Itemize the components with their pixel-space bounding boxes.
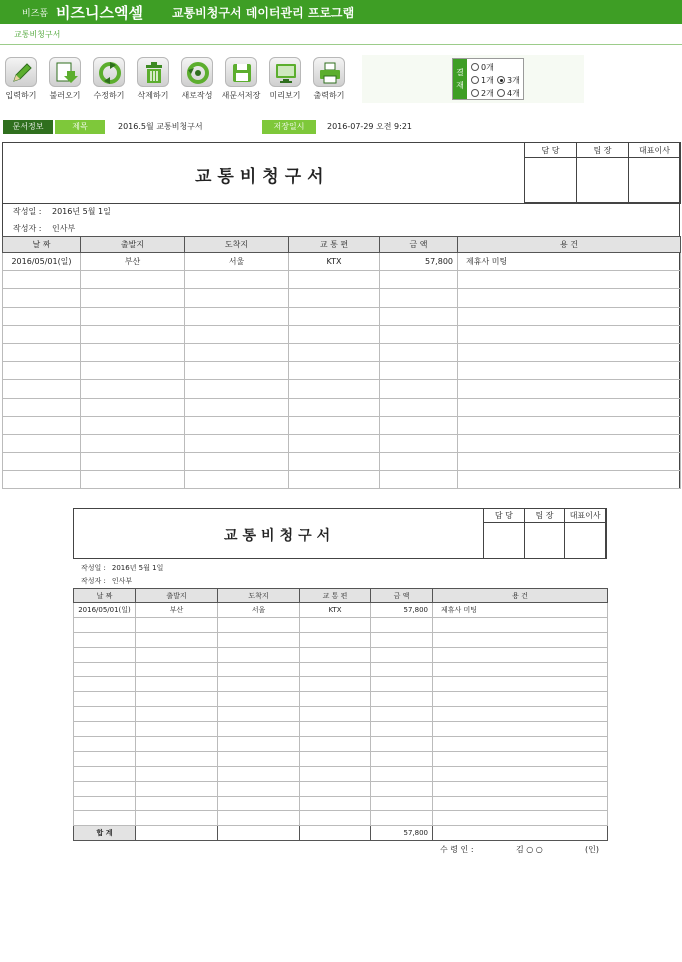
table-cell[interactable] — [185, 325, 289, 343]
table-cell — [371, 751, 433, 766]
saved-value: 2016-07-29 오전 9:21 — [327, 122, 412, 131]
table-cell[interactable] — [81, 398, 185, 416]
preview-approver-3: 대표이사 — [565, 509, 606, 523]
table-cell — [433, 766, 608, 781]
table-cell[interactable] — [185, 362, 289, 380]
table-row — [74, 796, 608, 811]
table-row — [74, 811, 608, 826]
load-icon — [49, 57, 81, 87]
author-line: 작성자 : 인사부 — [13, 224, 76, 233]
table-cell[interactable] — [289, 398, 380, 416]
table-cell[interactable]: 서울 — [185, 253, 289, 271]
table-cell[interactable] — [380, 325, 458, 343]
table-cell[interactable] — [289, 380, 380, 398]
input-label: 입력하기 — [5, 91, 37, 100]
radio-icon — [471, 63, 479, 71]
table-cell[interactable] — [81, 453, 185, 471]
column-header: 용 건 — [433, 589, 608, 603]
preview-sign-box — [484, 523, 525, 559]
table-cell — [136, 707, 218, 722]
approval-option-3[interactable]: 3개 — [497, 75, 520, 86]
table-cell — [218, 737, 300, 752]
total-cell — [136, 826, 218, 841]
table-cell — [218, 796, 300, 811]
column-header: 도착지 — [185, 237, 289, 253]
table-cell[interactable] — [185, 380, 289, 398]
table-cell — [218, 692, 300, 707]
table-cell — [300, 662, 371, 677]
table-cell[interactable] — [185, 343, 289, 361]
table-cell[interactable] — [3, 471, 81, 489]
approval-table — [524, 142, 681, 203]
table-cell[interactable] — [81, 380, 185, 398]
table-cell — [371, 781, 433, 796]
table-row — [3, 289, 681, 307]
table-cell — [371, 647, 433, 662]
table-cell[interactable] — [289, 416, 380, 434]
table-row — [3, 253, 681, 271]
table-cell — [300, 677, 371, 692]
preview-title-box — [73, 508, 607, 559]
table-cell[interactable] — [458, 289, 681, 307]
saved-tag: 저장일시 — [262, 120, 316, 134]
divider — [0, 44, 682, 45]
table-cell — [433, 722, 608, 737]
save-button[interactable] — [221, 55, 261, 103]
table-cell[interactable]: 부산 — [81, 253, 185, 271]
table-cell[interactable] — [458, 434, 681, 452]
table-cell — [371, 811, 433, 826]
radio-icon — [471, 89, 479, 97]
total-cell — [433, 826, 608, 841]
table-cell — [433, 692, 608, 707]
preview-label: 미리보기 — [269, 91, 301, 100]
table-cell[interactable] — [3, 398, 81, 416]
table-cell — [218, 677, 300, 692]
table-cell[interactable] — [289, 453, 380, 471]
printer-icon — [313, 57, 345, 87]
column-header: 교 통 편 — [289, 237, 380, 253]
refresh-icon — [93, 57, 125, 87]
table-cell[interactable]: KTX — [289, 253, 380, 271]
table-cell[interactable] — [289, 271, 380, 289]
column-header: 출발지 — [136, 589, 218, 603]
table-cell — [74, 677, 136, 692]
total-cell — [300, 826, 371, 841]
table-cell[interactable] — [3, 289, 81, 307]
table-cell: KTX — [300, 603, 371, 618]
table-cell[interactable] — [185, 289, 289, 307]
trash-icon — [137, 57, 169, 87]
preview-sign-box — [565, 523, 606, 559]
table-row — [74, 632, 608, 647]
table-cell[interactable] — [380, 343, 458, 361]
print-preview — [73, 508, 607, 842]
table-cell[interactable] — [185, 434, 289, 452]
date-line: 작성일 : 2016년 5월 1일 — [13, 207, 111, 216]
preview-author-line: 작성자 : 인사부 — [81, 577, 133, 585]
table-cell[interactable]: 제휴사 미팅 — [458, 253, 681, 271]
table-cell — [300, 647, 371, 662]
table-cell — [300, 692, 371, 707]
table-row — [74, 722, 608, 737]
table-cell[interactable] — [289, 307, 380, 325]
table-row — [3, 307, 681, 325]
table-cell — [433, 617, 608, 632]
table-cell[interactable] — [3, 380, 81, 398]
table-cell — [74, 662, 136, 677]
table-cell — [218, 662, 300, 677]
radio-icon — [497, 89, 505, 97]
doc-info-tag: 문서정보 — [3, 120, 53, 134]
preview-expense-table — [73, 588, 608, 841]
table-cell — [218, 751, 300, 766]
table-row — [74, 751, 608, 766]
table-cell — [433, 781, 608, 796]
approver-2: 팀 장 — [577, 143, 629, 158]
table-cell — [371, 662, 433, 677]
table-cell[interactable] — [185, 471, 289, 489]
table-cell[interactable] — [185, 398, 289, 416]
table-cell[interactable] — [458, 271, 681, 289]
table-cell — [300, 796, 371, 811]
table-row — [74, 647, 608, 662]
date-value[interactable]: 2016년 5월 1일 — [51, 207, 111, 216]
table-cell — [136, 737, 218, 752]
table-row — [3, 434, 681, 452]
column-header: 출발지 — [81, 237, 185, 253]
table-cell[interactable] — [380, 471, 458, 489]
table-cell[interactable] — [458, 398, 681, 416]
total-label: 합 계 — [74, 826, 136, 841]
total-value: 57,800 — [371, 826, 433, 841]
table-cell — [74, 707, 136, 722]
app-header — [0, 0, 682, 24]
table-cell[interactable] — [380, 434, 458, 452]
table-cell — [371, 737, 433, 752]
table-cell[interactable] — [458, 380, 681, 398]
sign-box[interactable] — [525, 158, 577, 203]
table-cell: 서울 — [218, 603, 300, 618]
receiver-name: 김 ○ ○ — [516, 845, 543, 854]
sign-box[interactable] — [577, 158, 629, 203]
preview-approver-2: 팀 장 — [524, 509, 565, 523]
column-header: 날 짜 — [3, 237, 81, 253]
table-cell[interactable] — [380, 398, 458, 416]
document-sheet — [2, 142, 680, 488]
new-document-label: 새로작성 — [181, 91, 213, 100]
table-cell[interactable] — [380, 271, 458, 289]
table-cell[interactable] — [81, 271, 185, 289]
table-cell — [136, 692, 218, 707]
preview-document-title: 교통비청구서 — [224, 528, 336, 544]
table-cell — [74, 781, 136, 796]
print-label: 출력하기 — [313, 91, 345, 100]
table-cell — [218, 722, 300, 737]
app-title: 교통비청구서 데이터관리 프로그램 — [172, 6, 355, 20]
table-cell — [74, 751, 136, 766]
table-cell[interactable] — [289, 471, 380, 489]
table-row — [3, 416, 681, 434]
table-cell — [218, 632, 300, 647]
table-cell — [300, 811, 371, 826]
table-cell — [74, 647, 136, 662]
table-cell — [136, 662, 218, 677]
save-icon — [225, 57, 257, 87]
table-cell — [433, 751, 608, 766]
table-cell — [300, 737, 371, 752]
delete-label: 삭제하기 — [137, 91, 169, 100]
approver-3: 대표이사 — [629, 143, 681, 158]
table-cell[interactable] — [289, 343, 380, 361]
table-cell[interactable] — [289, 325, 380, 343]
radio-icon — [471, 76, 479, 84]
table-cell[interactable] — [185, 453, 289, 471]
table-cell — [74, 617, 136, 632]
table-cell[interactable] — [81, 289, 185, 307]
table-cell — [371, 722, 433, 737]
brand-logo: 비즈니스엑셀 — [56, 4, 143, 22]
load-label: 불러오기 — [49, 91, 81, 100]
table-cell[interactable] — [81, 325, 185, 343]
title-value[interactable]: 2016.5월 교통비청구서 — [118, 122, 203, 131]
table-row — [74, 603, 608, 618]
table-cell[interactable] — [458, 453, 681, 471]
table-row — [3, 380, 681, 398]
table-cell — [300, 766, 371, 781]
table-cell[interactable]: 2016/05/01(일) — [3, 253, 81, 271]
table-cell — [136, 751, 218, 766]
approval-option-4[interactable]: 4개 — [497, 88, 520, 99]
table-cell — [74, 811, 136, 826]
preview-sign-box — [524, 523, 565, 559]
save-label: 새문서저장 — [221, 91, 261, 100]
table-cell — [136, 677, 218, 692]
new-document-button[interactable] — [177, 55, 217, 103]
table-cell — [218, 647, 300, 662]
table-cell: 57,800 — [371, 603, 433, 618]
table-cell — [433, 737, 608, 752]
table-cell[interactable] — [458, 416, 681, 434]
table-cell — [218, 811, 300, 826]
table-cell — [300, 707, 371, 722]
table-cell[interactable] — [81, 434, 185, 452]
table-cell — [74, 737, 136, 752]
table-cell — [371, 692, 433, 707]
column-header: 교 통 편 — [300, 589, 371, 603]
table-cell — [74, 766, 136, 781]
table-cell — [218, 766, 300, 781]
table-row — [74, 781, 608, 796]
table-cell[interactable] — [185, 416, 289, 434]
table-cell — [136, 796, 218, 811]
table-cell[interactable] — [81, 343, 185, 361]
table-cell — [218, 781, 300, 796]
pencil-icon — [5, 57, 37, 87]
table-row — [3, 343, 681, 361]
table-cell[interactable] — [3, 307, 81, 325]
table-cell — [136, 632, 218, 647]
table-cell[interactable] — [458, 343, 681, 361]
table-cell[interactable] — [81, 362, 185, 380]
preview-button[interactable] — [265, 55, 305, 103]
delete-button[interactable] — [133, 55, 173, 103]
table-cell — [300, 781, 371, 796]
table-row — [74, 677, 608, 692]
table-cell — [433, 811, 608, 826]
table-cell — [433, 647, 608, 662]
approval-selector — [452, 58, 524, 100]
table-cell — [371, 617, 433, 632]
table-cell — [300, 751, 371, 766]
table-cell — [371, 707, 433, 722]
print-button[interactable] — [309, 55, 349, 103]
load-button[interactable] — [45, 55, 85, 103]
table-cell[interactable] — [185, 307, 289, 325]
table-cell — [371, 796, 433, 811]
table-row — [3, 471, 681, 489]
table-cell[interactable] — [3, 434, 81, 452]
column-header: 금 액 — [380, 237, 458, 253]
new-document-icon — [181, 57, 213, 87]
table-cell — [218, 617, 300, 632]
table-cell[interactable] — [380, 362, 458, 380]
table-cell[interactable] — [458, 362, 681, 380]
table-cell[interactable] — [3, 325, 81, 343]
table-cell — [74, 692, 136, 707]
table-cell — [433, 662, 608, 677]
table-cell[interactable] — [289, 362, 380, 380]
approval-option-2[interactable]: 2개 — [471, 88, 494, 99]
table-cell[interactable] — [380, 416, 458, 434]
table-cell[interactable] — [3, 453, 81, 471]
table-cell — [136, 647, 218, 662]
table-cell[interactable] — [380, 453, 458, 471]
table-row — [3, 398, 681, 416]
monitor-icon — [269, 57, 301, 87]
document-title: 교통비청구서 — [195, 167, 330, 187]
table-cell — [300, 617, 371, 632]
expense-table — [2, 236, 681, 489]
table-row — [3, 362, 681, 380]
title-tag: 제목 — [55, 120, 105, 134]
approval-label: 결재 — [453, 59, 467, 99]
table-cell[interactable] — [380, 380, 458, 398]
table-cell — [433, 707, 608, 722]
title-box — [3, 143, 681, 204]
preview-approver-1: 담 당 — [484, 509, 525, 523]
table-row — [3, 325, 681, 343]
edit-button[interactable] — [89, 55, 129, 103]
table-row — [74, 692, 608, 707]
seal-label: (인) — [585, 845, 599, 854]
table-cell[interactable] — [81, 307, 185, 325]
document-info-row — [0, 120, 682, 134]
table-cell — [136, 811, 218, 826]
table-cell[interactable] — [81, 471, 185, 489]
table-cell[interactable] — [185, 271, 289, 289]
table-cell — [74, 796, 136, 811]
table-cell: 제휴사 미팅 — [433, 603, 608, 618]
table-cell — [136, 617, 218, 632]
table-cell[interactable] — [380, 307, 458, 325]
total-row — [74, 826, 608, 841]
table-row — [74, 707, 608, 722]
table-cell[interactable]: 57,800 — [380, 253, 458, 271]
table-cell[interactable] — [81, 416, 185, 434]
table-cell — [300, 632, 371, 647]
table-cell — [74, 632, 136, 647]
table-row — [3, 453, 681, 471]
table-cell[interactable] — [3, 343, 81, 361]
table-cell — [433, 677, 608, 692]
receiver-label: 수 령 인 : — [440, 845, 474, 854]
page-subtitle: 교통비청구서 — [14, 30, 61, 39]
table-cell — [371, 766, 433, 781]
table-row — [74, 662, 608, 677]
table-cell — [136, 766, 218, 781]
table-cell — [136, 722, 218, 737]
table-cell[interactable] — [458, 307, 681, 325]
edit-label: 수정하기 — [93, 91, 125, 100]
column-header: 도착지 — [218, 589, 300, 603]
table-cell — [74, 722, 136, 737]
table-row — [74, 737, 608, 752]
input-button[interactable] — [1, 55, 41, 103]
author-value[interactable]: 인사부 — [51, 224, 76, 233]
approval-option-1[interactable]: 1개 — [471, 75, 494, 86]
table-cell — [371, 677, 433, 692]
table-cell[interactable] — [458, 471, 681, 489]
table-row — [74, 617, 608, 632]
table-cell — [433, 796, 608, 811]
preview-approval-table — [483, 508, 606, 559]
sign-box[interactable] — [629, 158, 681, 203]
table-cell[interactable] — [289, 434, 380, 452]
brand-small: 비즈폼 — [22, 9, 49, 19]
preview-date-line: 작성일 : 2016년 5월 1일 — [81, 564, 164, 572]
approver-1: 담 당 — [525, 143, 577, 158]
table-cell[interactable] — [380, 289, 458, 307]
table-row — [74, 766, 608, 781]
table-cell — [371, 632, 433, 647]
column-header: 용 건 — [458, 237, 681, 253]
table-cell[interactable] — [3, 362, 81, 380]
table-cell[interactable] — [458, 325, 681, 343]
table-cell[interactable] — [289, 289, 380, 307]
table-cell: 2016/05/01(일) — [74, 603, 136, 618]
table-cell[interactable] — [3, 271, 81, 289]
column-header: 금 액 — [371, 589, 433, 603]
table-cell — [433, 632, 608, 647]
toolbar — [0, 55, 362, 103]
approval-option-0[interactable]: 0개 — [471, 62, 494, 73]
total-cell — [218, 826, 300, 841]
table-cell — [218, 707, 300, 722]
radio-selected-icon — [497, 76, 505, 84]
table-row — [3, 271, 681, 289]
table-cell: 부산 — [136, 603, 218, 618]
table-cell — [300, 722, 371, 737]
table-cell[interactable] — [3, 416, 81, 434]
table-cell — [136, 781, 218, 796]
column-header: 날 짜 — [74, 589, 136, 603]
